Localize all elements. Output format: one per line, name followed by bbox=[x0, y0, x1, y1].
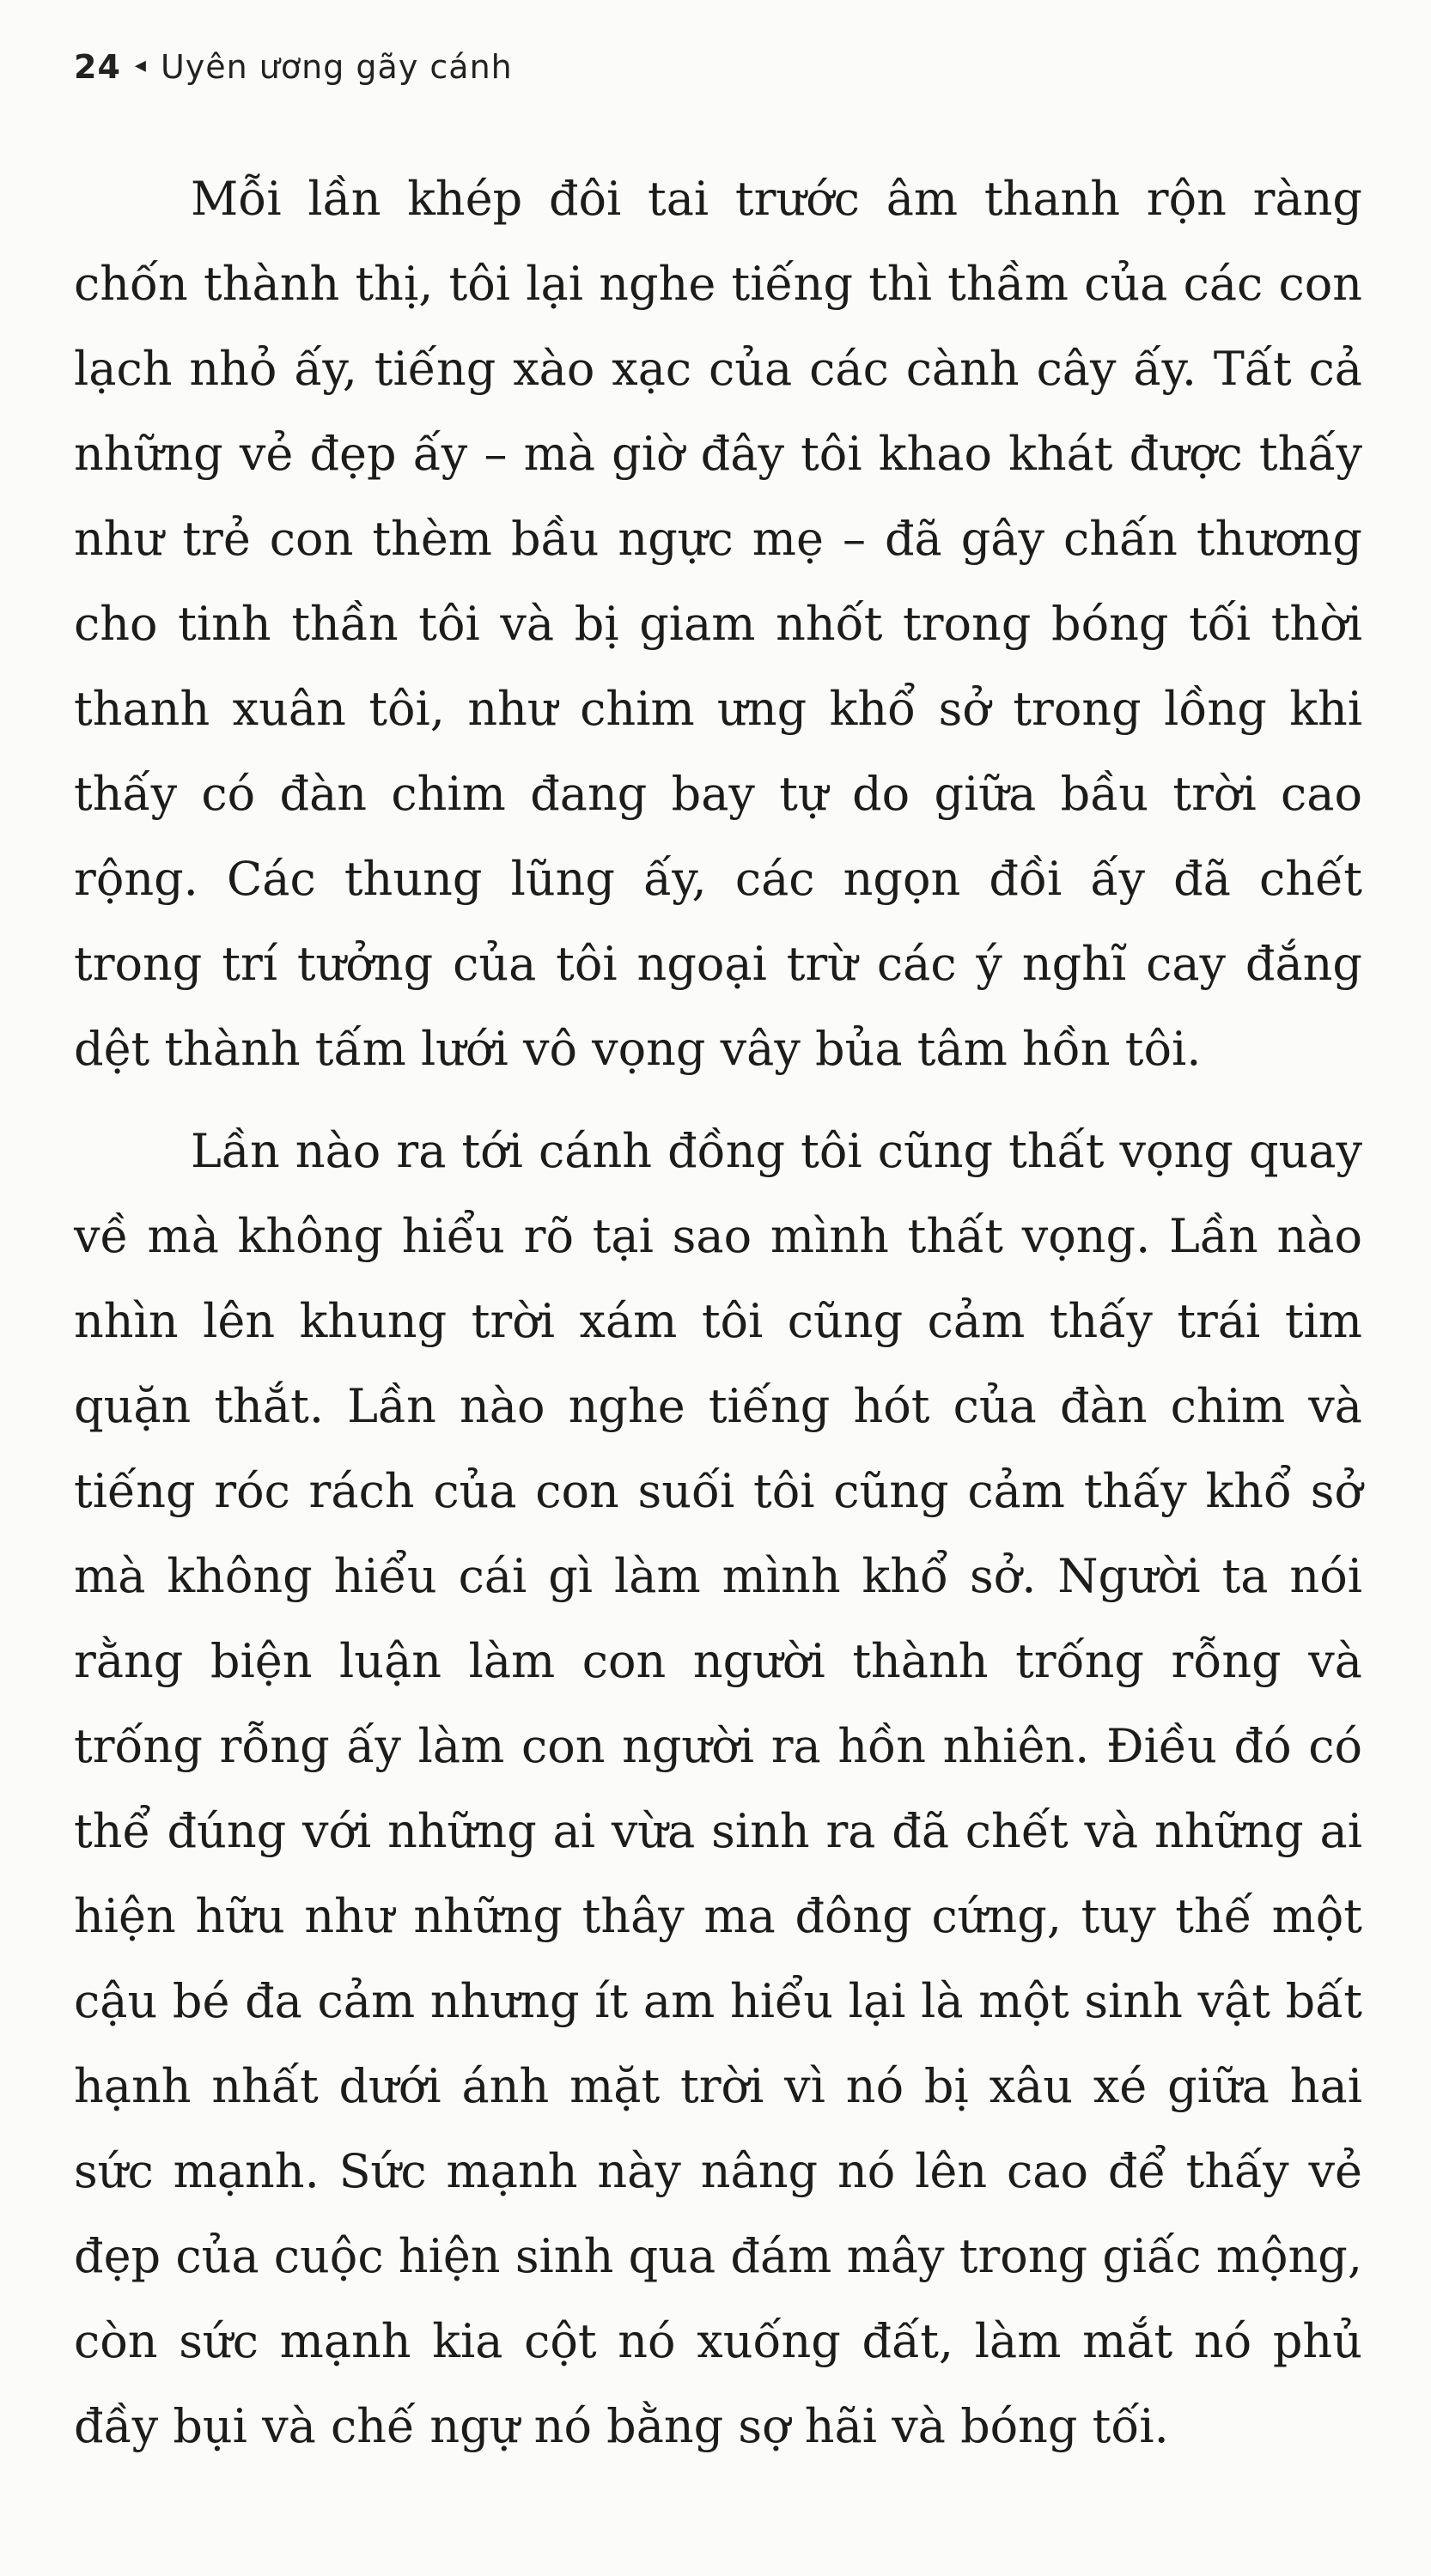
paragraph-1: Mỗi lần khép đôi tai trước âm thanh rộn ràng chốn thành thị, tôi lại nghe tiếng thì thầm của các con lạch nhỏ ấy, tiếng xào xạc của các cành cây ấy. Tất cả những vẻ đẹp ấy – mà giờ đây tôi khao khát được thấy như trẻ con thèm bầu ngực mẹ – đã gây chấn thương cho tinh thần tôi và bị giam nhốt trong bóng tối thời thanh xuân tôi, như chim ưng khổ sở trong lồng khi thấy có đàn chim đang bay tự do giữa bầu trời cao rộng. Các thung lũng ấy, các ngọn đồi ấy đã chết trong trí tưởng của tôi ngoại trừ các ý nghĩ cay đắng dệt thành tấm lưới vô vọng vây bủa tâm hồn tôi. bbox=[74, 172, 1362, 1076]
running-header bbox=[74, 48, 513, 86]
left-arrow-icon: ◂ bbox=[134, 52, 147, 78]
body-text bbox=[74, 156, 1362, 2469]
book-title: Uyên ương gãy cánh bbox=[160, 48, 513, 86]
page-number: 24 bbox=[74, 48, 121, 86]
paragraph-2: Lần nào ra tới cánh đồng tôi cũng thất vọng quay về mà không hiểu rõ tại sao mình thất vọng. Lần nào nhìn lên khung trời xám tôi cũng cảm thấy trái tim quặn thắt. Lần nào nghe tiếng hót của đàn chim và tiếng róc rách của con suối tôi cũng cảm thấy khổ sở mà không hiểu cái gì làm mình khổ sở. Người ta nói rằng biện luận làm con người thành trống rỗng và trống rỗng ấy làm con người ra hồn nhiên. Điều đó có thể đúng với những ai vừa sinh ra đã chết và những ai hiện hữu như những thây ma đông cứng, tuy thế một cậu bé đa cảm nhưng ít am hiểu lại là một sinh vật bất hạnh nhất dưới ánh mặt trời vì nó bị xâu xé giữa hai sức mạnh. Sức mạnh này nâng nó lên cao để thấy vẻ đẹp của cuộc hiện sinh qua đám mây trong giấc mộng, còn sức mạnh kia cột nó xuống đất, làm mắt nó phủ đầy bụi và chế ngự nó bằng sợ hãi và bóng tối. bbox=[74, 1124, 1362, 2453]
